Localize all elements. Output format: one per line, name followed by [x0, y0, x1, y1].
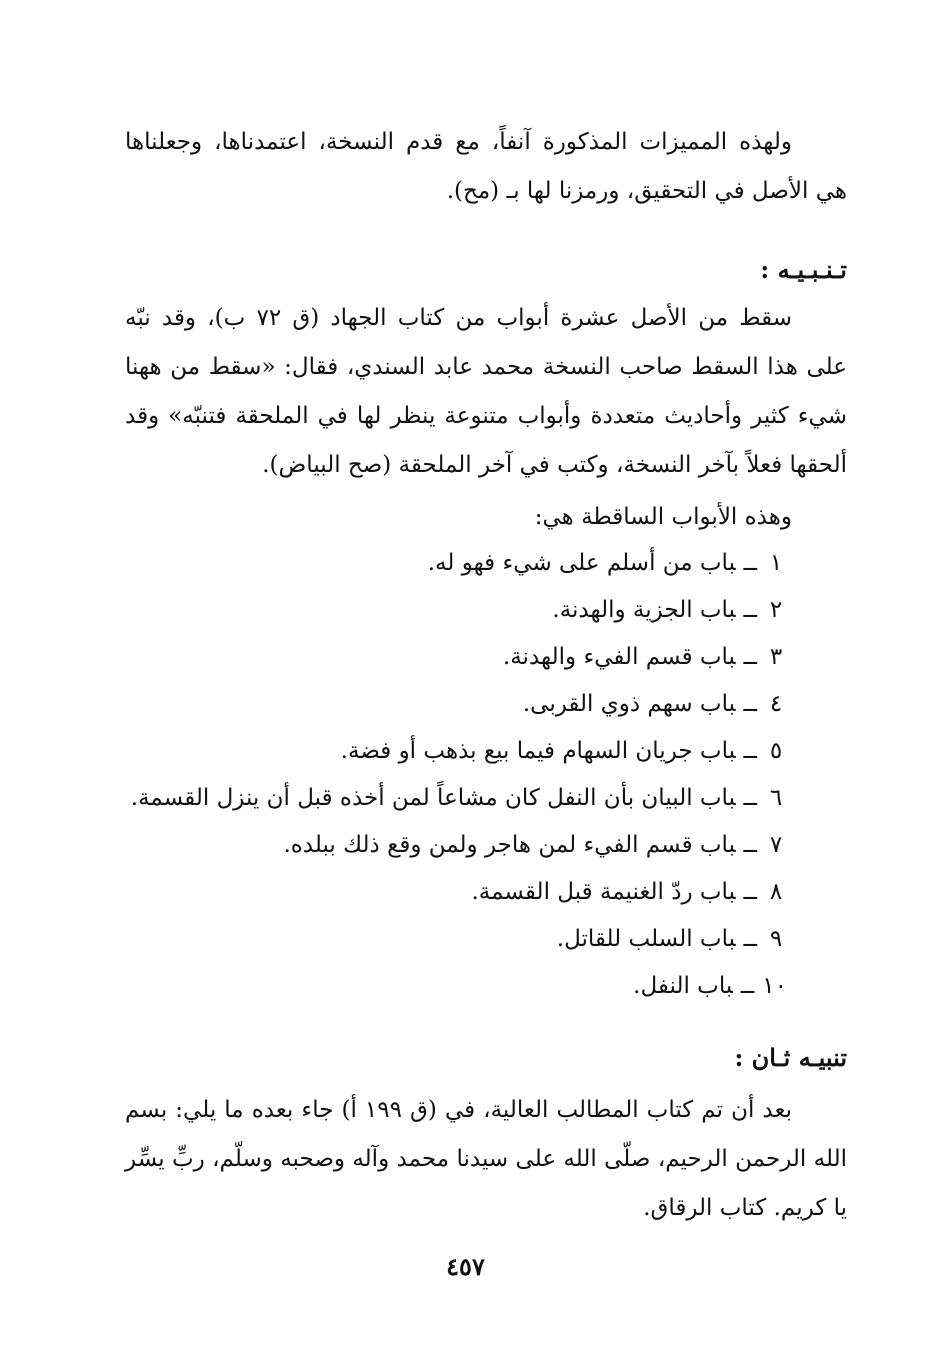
list-intro: وهذه الأبواب الساقطة هي: [534, 504, 792, 530]
list-item-dash: ــ [740, 973, 755, 999]
list-item-number: ٨ [769, 879, 783, 905]
list-item-number: ٢ [769, 597, 783, 623]
list-item [125, 728, 787, 775]
list-item-dash: ــ [743, 738, 757, 764]
list-item-dash: ــ [743, 550, 757, 576]
list-item-text: باب السلب للقاتل. [556, 926, 736, 952]
list-item-number: ٣ [769, 644, 783, 670]
list-item-text: باب جريان السهام فيما بيع بذهب أو فضة. [340, 738, 736, 764]
list-item [125, 916, 787, 963]
list-item-text: باب قسم الفيء لمن هاجر ولمن وقع ذلك ببلده. [283, 832, 736, 858]
list-item-dash: ــ [743, 644, 757, 670]
missing-chapters-list [125, 540, 847, 1010]
list-item-dash: ــ [743, 832, 757, 858]
heading-second-note: تنبيـه ثـان : [734, 1043, 847, 1072]
list-item-number: ٧ [769, 832, 783, 858]
list-item [125, 634, 787, 681]
list-item-number: ٦ [769, 785, 783, 811]
list-item [125, 869, 787, 916]
page-number: ٤٥٧ [446, 1252, 485, 1281]
list-item-text: باب الجزية والهدنة. [552, 597, 736, 623]
list-item-text: باب سهم ذوي القربى. [522, 691, 736, 717]
list-item-text: باب النفل. [633, 973, 733, 999]
list-item-dash: ــ [743, 691, 757, 717]
heading-note: تـنـبـيـه : [760, 255, 847, 284]
list-item-number: ٥ [769, 738, 783, 764]
list-item [125, 822, 787, 869]
list-item-dash: ــ [743, 785, 757, 811]
list-item [125, 775, 787, 822]
list-item-number: ٩ [769, 926, 783, 952]
list-item [125, 540, 787, 587]
paragraph-missing-chapters: سقط من الأصل عشرة أبواب من كتاب الجهاد (ق ٧٢ ب)، وقد نبّه على هذا السقط صاحب النسخة محمد عابد السندي، فقال: «سقط من ههنا شيء كثير وأحاديث متعددة وأبواب متنوعة ينظر لها في الملحقة فتنبّه» وقد ألحقها فعلاً بآخر النسخة، وكتب في آخر الملحقة (صح البياض). [125, 305, 847, 478]
list-item-number: ٤ [769, 691, 783, 717]
list-item-dash: ــ [743, 597, 757, 623]
list-item-text: باب البيان بأن النفل كان مشاعاً لمن أخذه قبل أن ينزل القسمة. [130, 785, 736, 811]
list-item [125, 963, 787, 1010]
list-item-text: باب من أسلم على شيء فهو له. [427, 550, 736, 576]
list-item-dash: ــ [743, 879, 757, 905]
page-body [125, 118, 847, 1233]
list-item [125, 587, 787, 634]
list-item-number: ١ [769, 550, 783, 576]
list-item-dash: ــ [743, 926, 757, 952]
list-item-text: باب ردّ الغنيمة قبل القسمة. [471, 879, 736, 905]
list-item [125, 681, 787, 728]
list-item-text: باب قسم الفيء والهدنة. [502, 644, 736, 670]
paragraph-after-book-end: بعد أن تم كتاب المطالب العالية، في (ق ١٩٩ أ) جاء بعده ما يلي: بسم الله الرحمن الرحيم، صلّى الله على سيدنا محمد وآله وصحبه وسلّم، ربِّ يسِّر يا كريم. كتاب الرقاق. [125, 1097, 847, 1221]
paragraph-manuscript-features: ولهذه المميزات المذكورة آنفاً، مع قدم النسخة، اعتمدناها، وجعلناها هي الأصل في التحقيق، ورمزنا لها بـ (مح). [125, 129, 847, 204]
list-item-number: ١٠ [762, 973, 787, 999]
